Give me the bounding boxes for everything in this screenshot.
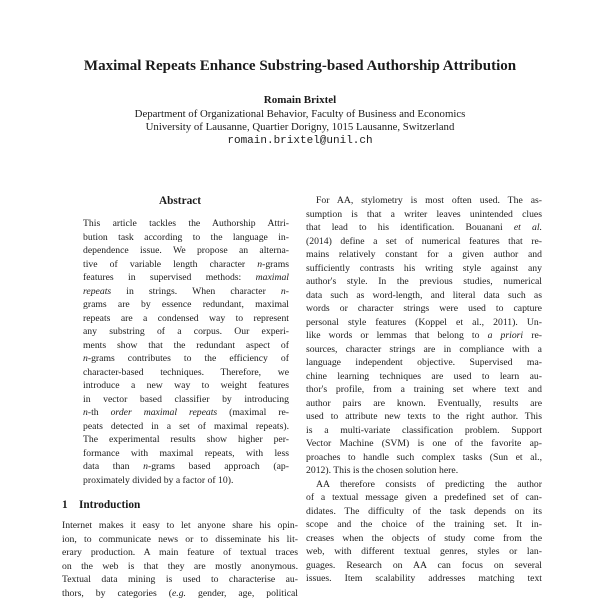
text-segment: used to attribute new texts to the right author. This xyxy=(306,411,542,422)
body-paragraph-1 xyxy=(306,194,542,478)
affiliation-line-2: University of Lausanne, Quartier Dorigny, 1015 Lausanne, Switzerland xyxy=(145,121,455,133)
text-line xyxy=(306,370,542,384)
text-segment: -grams based approach (ap- xyxy=(147,461,289,472)
text-line xyxy=(62,573,298,587)
text-segment: proaches to handle such complex tasks (Sun et al., xyxy=(306,451,542,463)
text-line xyxy=(306,545,542,559)
text-segment: is a multi-variate classification problem. Support xyxy=(306,424,542,436)
text-segment: re- xyxy=(523,330,542,341)
text-segment: data than xyxy=(83,461,144,472)
text-line xyxy=(306,289,542,303)
text-segment: on the web is that they are mostly anonymous. xyxy=(62,560,298,572)
text-line xyxy=(306,194,542,208)
text-line xyxy=(83,244,289,258)
text-segment: web, with different textual genres, styles or lan- xyxy=(306,546,542,557)
text-segment: any substring of a corpus. Our experi- xyxy=(83,326,289,337)
text-segment: Internet makes it easy to let anyone share his opin- xyxy=(62,520,298,531)
text-segment: bution task according to the language in- xyxy=(83,231,289,243)
text-line xyxy=(306,262,542,276)
text-segment: AA therefore consists of predicting the author xyxy=(316,478,542,490)
text-line xyxy=(306,451,542,465)
section-heading-introduction xyxy=(62,498,298,512)
text-line xyxy=(306,302,542,316)
text-line xyxy=(83,460,289,474)
text-line xyxy=(306,559,542,573)
text-line xyxy=(83,366,289,380)
text-segment: maximal xyxy=(255,272,289,283)
text-segment: that lead to his identification. Bouanani xyxy=(306,222,514,233)
section-title: Introduction xyxy=(79,499,141,511)
text-segment: in vector based classifier by introducing xyxy=(83,393,289,405)
text-segment: gender, age, political xyxy=(185,587,298,599)
text-line xyxy=(306,437,542,451)
text-line xyxy=(306,329,542,343)
text-segment: n xyxy=(83,407,88,418)
text-line xyxy=(62,560,298,574)
body-paragraph-2 xyxy=(306,478,542,586)
text-segment: thors, by categories ( xyxy=(62,587,172,599)
text-line xyxy=(83,325,289,339)
text-segment: words or character strings were used to capture xyxy=(306,303,542,314)
text-line xyxy=(83,231,289,245)
text-line xyxy=(83,406,289,420)
text-segment: language independent objective. Supervised ma- xyxy=(306,357,542,368)
text-segment: tive of variable length character xyxy=(83,258,258,270)
text-segment: introduce a new way to weight features xyxy=(83,380,289,391)
text-segment: a priori xyxy=(487,330,524,341)
text-segment: creases when the objects of study come from the xyxy=(306,532,542,544)
text-segment: dependence issue. We propose an alterna- xyxy=(83,245,289,256)
text-segment: character-based techniques. Therefore, we xyxy=(83,366,289,378)
text-segment: issues. Item scalability addresses matching text xyxy=(306,573,542,584)
left-column xyxy=(62,194,298,600)
text-segment: sufficiently contrasts his writing style against any xyxy=(306,262,542,274)
text-segment: personal style features (Koppel et al., 2011). Un- xyxy=(306,316,542,328)
text-segment: mains relatively constant for a given author and xyxy=(306,249,542,260)
text-segment: data such as word-length, and literal data such as xyxy=(306,289,542,301)
text-segment: guages. Research on AA can focus on several xyxy=(306,559,542,571)
text-segment: formance with maximal repeats, with less xyxy=(83,447,289,459)
text-line xyxy=(306,383,542,397)
text-line xyxy=(83,420,289,434)
text-segment: For AA, stylometry is most often used. The as- xyxy=(316,195,542,206)
text-line xyxy=(306,235,542,249)
text-line xyxy=(83,298,289,312)
text-segment: -grams contributes to the efficiency of xyxy=(87,353,289,364)
text-line xyxy=(306,208,542,222)
text-segment: erary production. A main feature of textual traces xyxy=(62,547,298,558)
text-segment: peats detected in a set of maximal repeats). xyxy=(83,420,289,432)
text-line xyxy=(306,464,542,478)
text-segment: features in supervised methods: xyxy=(83,272,256,283)
introduction-paragraph xyxy=(62,519,298,600)
text-segment: This article tackles the Authorship Attri- xyxy=(83,218,289,229)
text-line xyxy=(62,519,298,533)
abstract-text xyxy=(83,217,289,487)
text-segment: ion, to communicate news or to disseminate his lit- xyxy=(62,533,298,545)
text-line xyxy=(62,533,298,547)
text-line xyxy=(83,393,289,407)
text-segment: author pairs are known. Eventually, results are xyxy=(306,397,542,409)
text-segment: repeats are a condensed way to represent xyxy=(83,312,289,324)
text-line xyxy=(306,410,542,424)
text-line xyxy=(306,505,542,519)
text-segment: didates. The difficulty of the task depends on its xyxy=(306,505,542,517)
text-segment: thor's profile, from a training set where text and xyxy=(306,384,542,395)
text-segment: repeats xyxy=(83,285,112,297)
text-segment: - xyxy=(285,285,289,297)
text-line xyxy=(83,312,289,326)
text-segment: -th xyxy=(87,407,111,418)
text-segment: like words or lemmas that belong to xyxy=(306,330,488,341)
text-line xyxy=(83,271,289,285)
text-line xyxy=(83,258,289,272)
text-line xyxy=(306,572,542,586)
section-number: 1 xyxy=(62,499,68,511)
text-segment: grams are by essence redundant, maximal xyxy=(83,299,289,310)
text-line xyxy=(83,352,289,366)
text-line xyxy=(83,433,289,447)
text-line xyxy=(83,474,289,488)
text-line xyxy=(83,379,289,393)
text-segment: Vector Machine (SVM) is one of the favorite ap- xyxy=(306,438,542,449)
affiliation-line-1: Department of Organizational Behavior, Faculty of Business and Economics xyxy=(134,108,466,120)
text-line xyxy=(306,248,542,262)
text-segment: n xyxy=(257,258,263,270)
text-line xyxy=(306,275,542,289)
right-column xyxy=(306,194,542,586)
text-segment: The experimental results show higher per- xyxy=(83,434,289,445)
paper-header xyxy=(0,58,600,148)
text-segment: ments show that the redundant aspect of xyxy=(83,339,289,351)
text-line xyxy=(83,447,289,461)
text-line xyxy=(62,546,298,560)
text-line xyxy=(306,356,542,370)
text-segment: scope and the choice of the training set. It in- xyxy=(306,519,542,530)
text-line xyxy=(83,217,289,231)
text-line xyxy=(306,397,542,411)
text-segment: author's style. In the previous studies, numerical xyxy=(306,276,542,287)
text-segment: (2014) define a set of numerical features that re- xyxy=(306,235,542,247)
text-segment: sources, character strings are in compliance with a xyxy=(306,343,542,355)
text-segment: Textual data mining is used to characterise au- xyxy=(62,574,298,585)
text-line xyxy=(306,518,542,532)
text-segment: sumption is that a writer leaves unintended clues xyxy=(306,208,542,220)
text-segment: n xyxy=(143,461,148,472)
text-segment: of a textual message given a predefined set of can- xyxy=(306,492,542,503)
text-segment: -grams xyxy=(262,258,289,270)
text-segment: n xyxy=(83,353,88,364)
paper-title: Maximal Repeats Enhance Substring-based Authorship Attribution xyxy=(83,58,517,74)
text-segment: order maximal repeats xyxy=(110,407,218,418)
abstract-heading: Abstract xyxy=(158,195,202,207)
text-line xyxy=(83,285,289,299)
text-segment: (maximal re- xyxy=(217,407,290,418)
text-segment: 2012). This is the chosen solution here. xyxy=(306,465,459,476)
text-segment: et al. xyxy=(513,222,542,233)
text-line xyxy=(306,532,542,546)
text-line xyxy=(306,221,542,235)
text-segment: proximately divided by a factor of 10). xyxy=(83,474,234,486)
text-line xyxy=(306,424,542,438)
text-line xyxy=(306,316,542,330)
text-segment: n xyxy=(280,285,286,297)
text-line xyxy=(306,491,542,505)
text-line xyxy=(306,343,542,357)
text-line xyxy=(62,587,298,600)
author-name: Romain Brixtel xyxy=(263,94,337,106)
text-segment: chine learning techniques are used to learn au- xyxy=(306,370,542,382)
text-segment: in strings. When character xyxy=(111,285,281,297)
text-line xyxy=(306,478,542,492)
text-segment: e.g. xyxy=(171,587,186,599)
text-line xyxy=(83,339,289,353)
author-email: romain.brixtel@unil.ch xyxy=(227,135,373,147)
